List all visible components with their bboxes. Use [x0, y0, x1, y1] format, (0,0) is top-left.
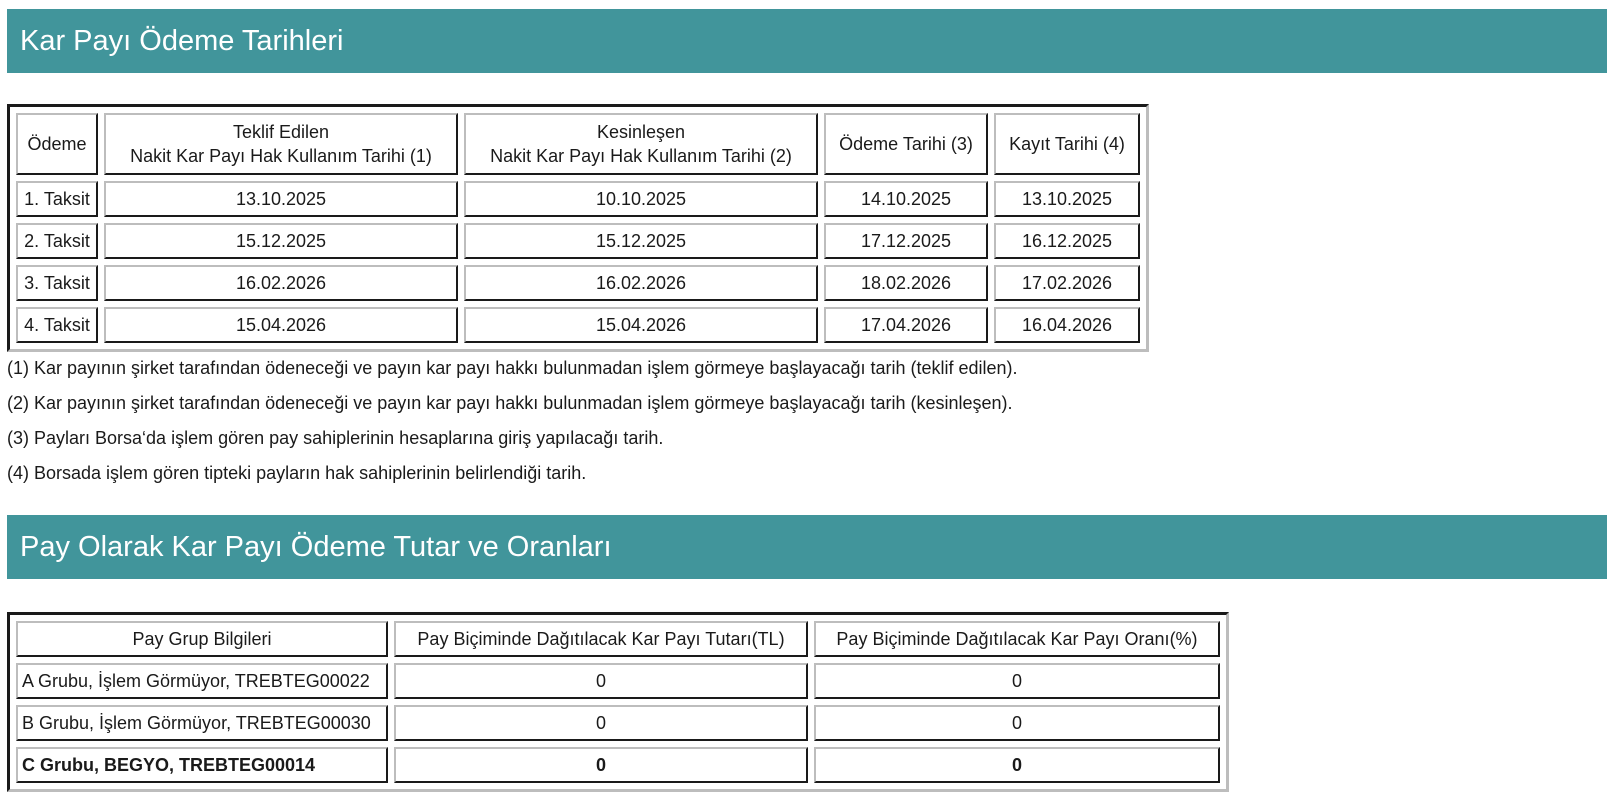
header-finalized-line1: Kesinleşen	[596, 122, 686, 142]
installment-cell: 1. Taksit	[16, 181, 98, 217]
record-date-cell: 17.02.2026	[994, 265, 1140, 301]
footnote-4: (4) Borsada işlem gören tipteki payların hak sahiplerinin belirlendiği tarih.	[7, 463, 587, 483]
header-proposed-line1: Teklif Edilen	[232, 122, 330, 142]
proposed-date-cell: 15.12.2025	[104, 223, 458, 259]
payment-date-cell: 14.10.2025	[824, 181, 988, 217]
share-amount-cell: 0	[394, 747, 808, 783]
installment-cell: 3. Taksit	[16, 265, 98, 301]
footnote-2: (2) Kar payının şirket tarafından ödeneceği ve payın kar payı hakkı bulunmadan işlem görmeye başlayacağı tarih (kesinleşen).	[7, 393, 1013, 413]
header-payment-date	[824, 113, 988, 175]
table-row	[16, 265, 1140, 301]
payment-date-cell: 17.12.2025	[824, 223, 988, 259]
section-title-share-dividend: Pay Olarak Kar Payı Ödeme Tutar ve Oranları	[7, 515, 1607, 579]
share-amount-cell: 0	[394, 705, 808, 741]
finalized-date-cell: 15.12.2025	[464, 223, 818, 259]
share-ratio-cell: 0	[814, 663, 1220, 699]
header-record-date-label: Kayıt Tarihi (4)	[1009, 134, 1125, 154]
record-date-cell: 13.10.2025	[994, 181, 1140, 217]
table-row	[16, 181, 1140, 217]
finalized-date-cell: 10.10.2025	[464, 181, 818, 217]
header-share-amount: Pay Biçiminde Dağıtılacak Kar Payı Tutarı(TL)	[394, 621, 808, 657]
proposed-date-cell: 16.02.2026	[104, 265, 458, 301]
section-title-payment-dates: Kar Payı Ödeme Tarihleri	[7, 9, 1607, 73]
table-row	[16, 223, 1140, 259]
payment-date-cell: 17.04.2026	[824, 307, 988, 343]
header-proposed-date	[104, 113, 458, 175]
header-share-ratio: Pay Biçiminde Dağıtılacak Kar Payı Oranı(%)	[814, 621, 1220, 657]
share-group-cell: A Grubu, İşlem Görmüyor, TREBTEG00022	[16, 663, 388, 699]
proposed-date-cell: 13.10.2025	[104, 181, 458, 217]
header-payment-label: Ödeme	[27, 134, 87, 154]
table-row	[16, 663, 1220, 699]
header-finalized-line2: Nakit Kar Payı Hak Kullanım Tarihi (2)	[490, 146, 792, 166]
table-row	[16, 307, 1140, 343]
footnote-3: (3) Payları Borsa‘da işlem gören pay sahiplerinin hesaplarına giriş yapılacağı tarih.	[7, 428, 664, 448]
share-amount-cell: 0	[394, 663, 808, 699]
share-dividend-table	[7, 612, 1229, 792]
record-date-cell: 16.04.2026	[994, 307, 1140, 343]
share-group-cell: B Grubu, İşlem Görmüyor, TREBTEG00030	[16, 705, 388, 741]
table-header-row	[16, 113, 1140, 175]
header-record-date	[994, 113, 1140, 175]
table-header-row	[16, 621, 1220, 657]
installment-cell: 4. Taksit	[16, 307, 98, 343]
header-share-group: Pay Grup Bilgileri	[16, 621, 388, 657]
table-row	[16, 747, 1220, 783]
payment-dates-table	[7, 104, 1149, 352]
finalized-date-cell: 16.02.2026	[464, 265, 818, 301]
header-proposed-line2: Nakit Kar Payı Hak Kullanım Tarihi (1)	[130, 146, 432, 166]
finalized-date-cell: 15.04.2026	[464, 307, 818, 343]
table-row	[16, 705, 1220, 741]
footnotes	[7, 351, 1018, 491]
payment-date-cell: 18.02.2026	[824, 265, 988, 301]
header-finalized-date	[464, 113, 818, 175]
header-payment	[16, 113, 98, 175]
footnote-1: (1) Kar payının şirket tarafından ödeneceği ve payın kar payı hakkı bulunmadan işlem görmeye başlayacağı tarih (teklif edilen).	[7, 358, 1018, 378]
installment-cell: 2. Taksit	[16, 223, 98, 259]
record-date-cell: 16.12.2025	[994, 223, 1140, 259]
share-ratio-cell: 0	[814, 705, 1220, 741]
share-group-cell: C Grubu, BEGYO, TREBTEG00014	[16, 747, 388, 783]
share-ratio-cell: 0	[814, 747, 1220, 783]
header-payment-date-label: Ödeme Tarihi (3)	[839, 134, 973, 154]
proposed-date-cell: 15.04.2026	[104, 307, 458, 343]
